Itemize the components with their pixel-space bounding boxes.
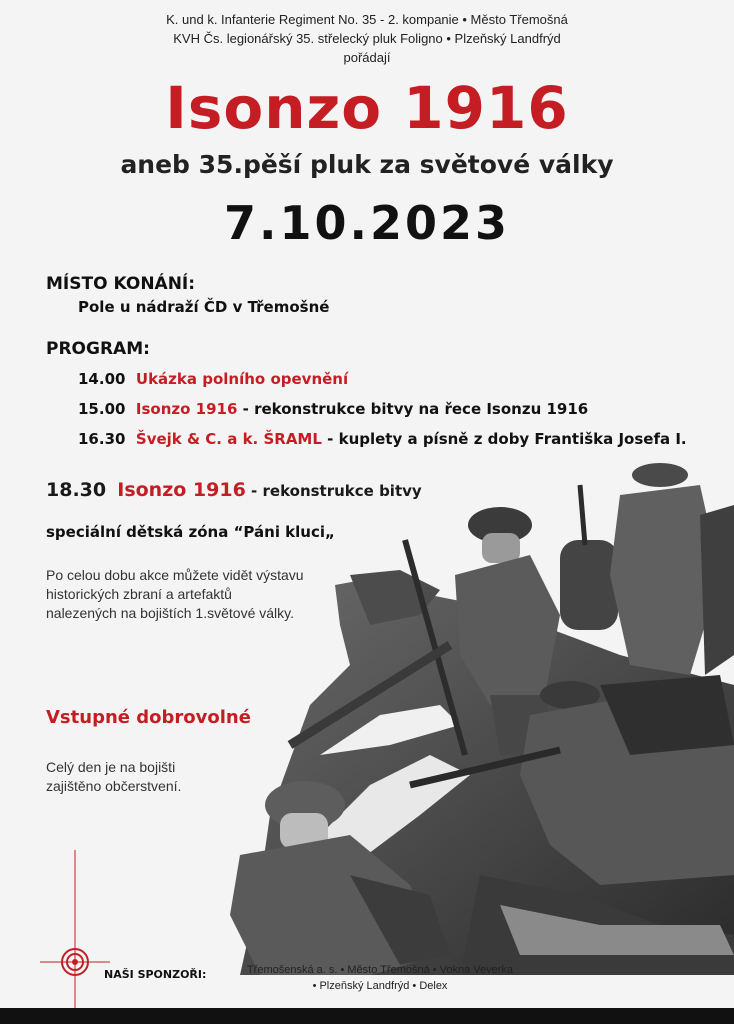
main-desc: - rekonstrukce bitvy — [245, 482, 422, 500]
bottom-bar — [0, 1008, 734, 1024]
program-item — [78, 370, 348, 388]
program-time: 16.30 — [78, 430, 126, 448]
soldiers-photo — [200, 455, 734, 975]
sponsors-footer — [0, 958, 734, 1002]
program-item — [78, 400, 588, 418]
program-item — [78, 430, 687, 448]
event-date: 7.10.2023 — [224, 196, 510, 250]
program-desc: - kuplety a písně z doby Františka Josefa I. — [321, 430, 687, 448]
exhibition-line: Po celou dobu akce můžete vidět výstavu — [46, 567, 304, 583]
sponsors-line-1: Třemošenská a. s. • Město Třemošná • Vokna Veverka — [246, 964, 514, 976]
program-time: 15.00 — [78, 400, 126, 418]
sponsors-line-2: • Plzeňský Landfrýd • Delex — [312, 980, 448, 992]
program-name: Isonzo 1916 — [135, 400, 238, 418]
event-subtitle: aneb 35.pěší pluk za světové války — [120, 150, 614, 179]
event-title: Isonzo 1916 — [165, 74, 569, 142]
exhibition-line: nalezených na bojištích 1.světové války. — [46, 605, 294, 621]
kids-zone: speciální dětská zóna “Páni kluci„ — [46, 523, 335, 541]
admission-label: Vstupné dobrovolné — [46, 707, 251, 728]
refreshment-text — [46, 758, 181, 796]
venue-label: MÍSTO KONÁNÍ: — [46, 274, 196, 294]
program-desc: - rekonstrukce bitvy na řece Isonzu 1916 — [237, 400, 589, 418]
venue-value: Pole u nádraží ČD v Třemošné — [78, 298, 330, 316]
program-time: 14.00 — [78, 370, 126, 388]
refreshment-line: zajištěno občerstvení. — [46, 778, 182, 794]
exhibition-line: historických zbraní a artefaktů — [46, 586, 232, 602]
organizers-line-3: pořádají — [343, 50, 391, 65]
main-time: 18.30 — [46, 479, 107, 501]
organizers-line-1: K. und k. Infanterie Regiment No. 35 - 2. kompanie • Město Třemošná — [166, 12, 568, 27]
organizers-line-2: KVH Čs. legionářský 35. střelecký pluk Foligno • Plzeňský Landfrýd — [173, 31, 561, 46]
program-name: Švejk & C. a k. ŠRAML — [135, 430, 322, 448]
sponsors-label: NAŠI SPONZOŘI: — [104, 968, 207, 981]
exhibition-text — [46, 566, 304, 623]
program-name: Ukázka polního opevnění — [135, 370, 349, 388]
refreshment-line: Celý den je na bojišti — [46, 759, 176, 775]
main-name: Isonzo 1916 — [117, 479, 246, 501]
program-label: PROGRAM: — [46, 339, 150, 359]
